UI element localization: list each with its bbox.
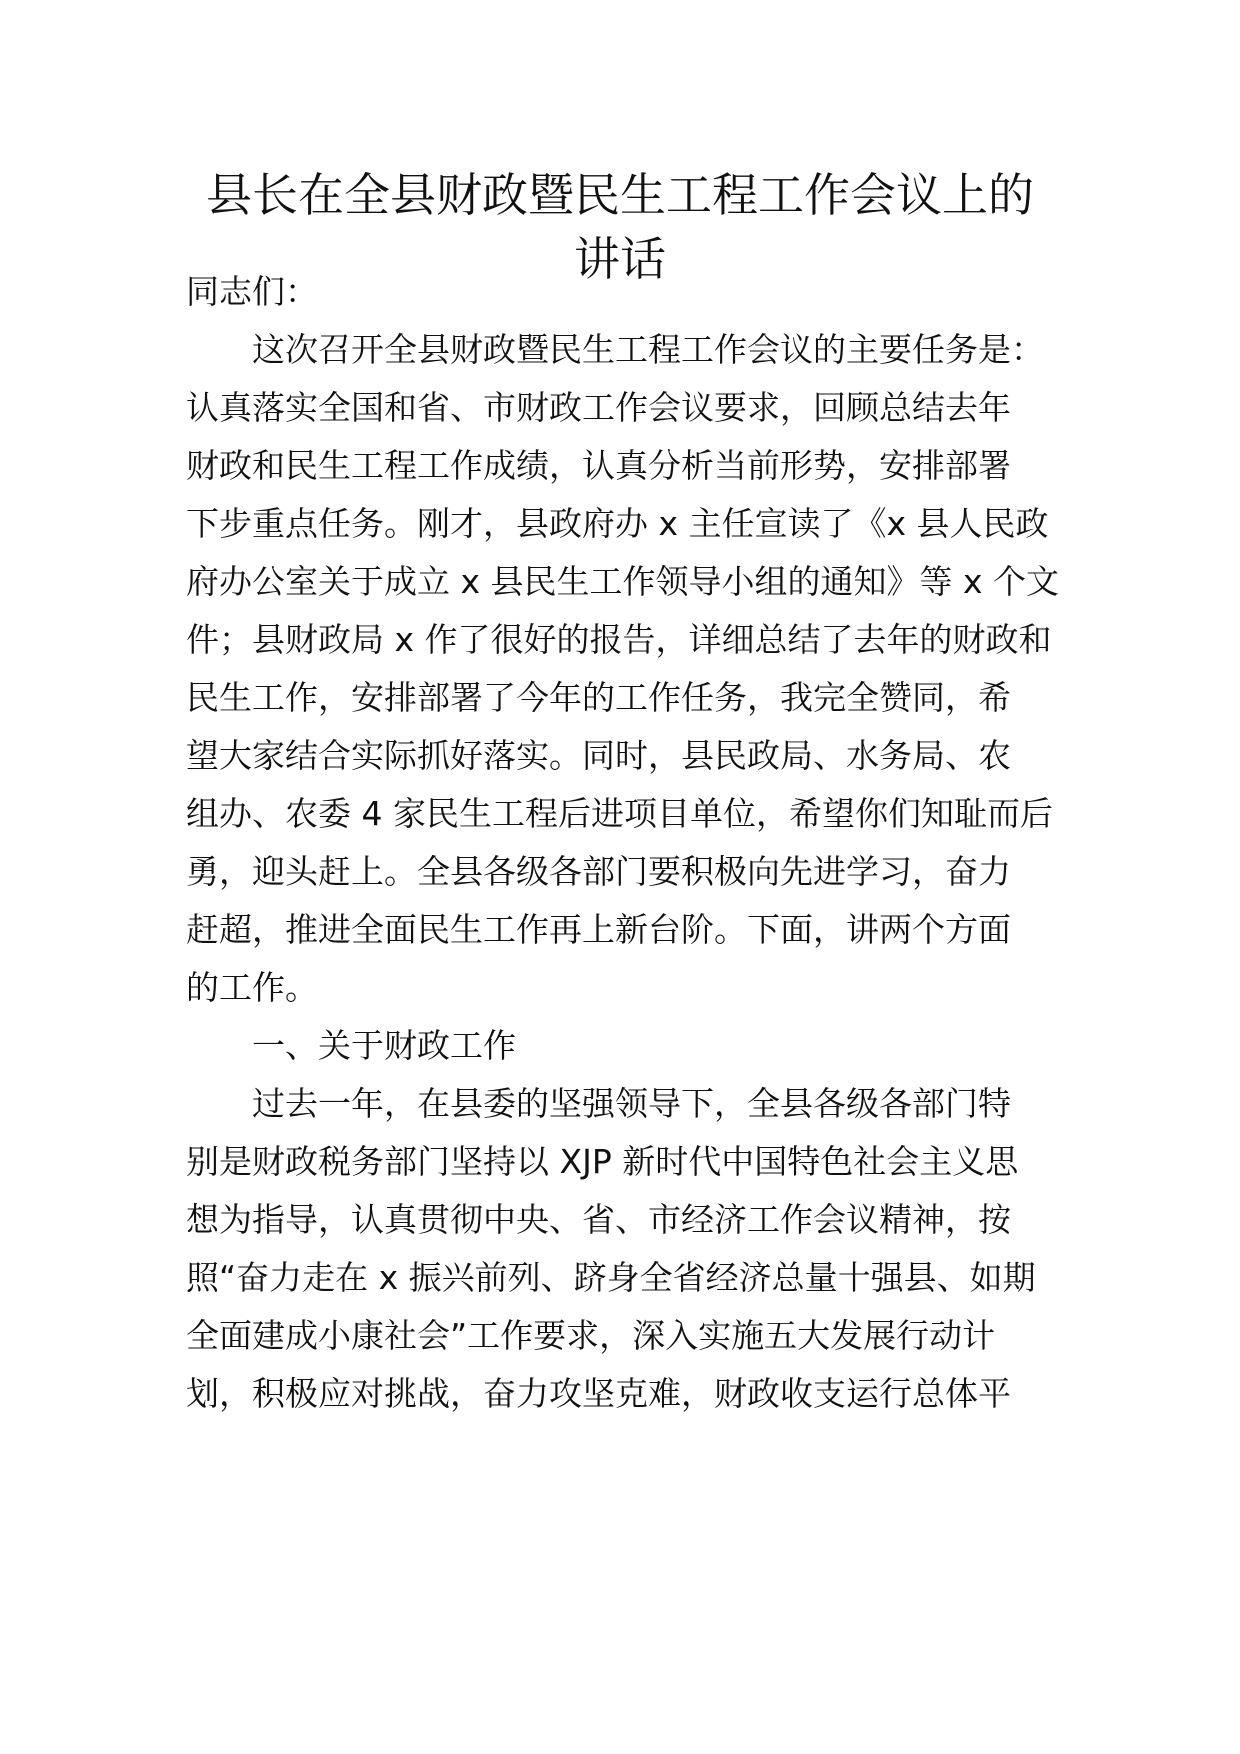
paragraph-1-line: 这次召开全县财政暨民生工程工作会议的主要任务是： <box>252 330 1044 369</box>
paragraph-1-line: 的工作。 <box>186 968 318 1007</box>
paragraph-2-line: 想为指导，认真贯彻中央、省、市经济工作会议精神，按 <box>186 1200 1011 1239</box>
paragraph-2-line: 照“奋力走在 x 振兴前列、跻身全省经济总量十强县、如期 <box>186 1258 1036 1297</box>
paragraph-1-line: 财政和民生工程工作成绩，认真分析当前形势，安排部署 <box>186 446 1011 485</box>
paragraph-1-line: 望大家结合实际抓好落实。同时，县民政局、水务局、农 <box>186 736 1011 775</box>
paragraph-1-line: 赶超，推进全面民生工作再上新台阶。下面，讲两个方面 <box>186 910 1011 949</box>
salutation: 同志们： <box>186 272 318 311</box>
paragraph-1-line: 组办、农委 4 家民生工程后进项目单位，希望你们知耻而后 <box>186 794 1053 833</box>
paragraph-1-line: 认真落实全国和省、市财政工作会议要求，回顾总结去年 <box>186 388 1011 427</box>
paragraph-2-line: 全面建成小康社会”工作要求，深入实施五大发展行动计 <box>186 1316 996 1355</box>
paragraph-2-line: 别是财政税务部门坚持以 XJP 新时代中国特色社会主义思 <box>186 1142 1019 1181</box>
paragraph-1-line: 件；县财政局 x 作了很好的报告，详细总结了去年的财政和 <box>186 620 1052 659</box>
paragraph-1-line: 民生工作，安排部署了今年的工作任务，我完全赞同，希 <box>186 678 1011 717</box>
paragraph-1-line: 勇，迎头赶上。全县各级各部门要积极向先进学习，奋力 <box>186 852 1011 891</box>
paragraph-2-line: 过去一年，在县委的坚强领导下，全县各级各部门特 <box>252 1084 1011 1123</box>
section-heading: 一、关于财政工作 <box>252 1026 516 1065</box>
paragraph-2-line: 划，积极应对挑战，奋力攻坚克难，财政收支运行总体平 <box>186 1374 1011 1413</box>
document-title-line-2: 讲话 <box>574 232 666 286</box>
paragraph-1-line: 府办公室关于成立 x 县民生工作领导小组的通知》等 x 个文 <box>186 562 1060 601</box>
document-title-line-1: 县长在全县财政暨民生工程工作会议上的 <box>206 168 1034 222</box>
paragraph-1-line: 下步重点任务。刚才，县政府办 x 主任宣读了《x 县人民政 <box>186 504 1049 543</box>
